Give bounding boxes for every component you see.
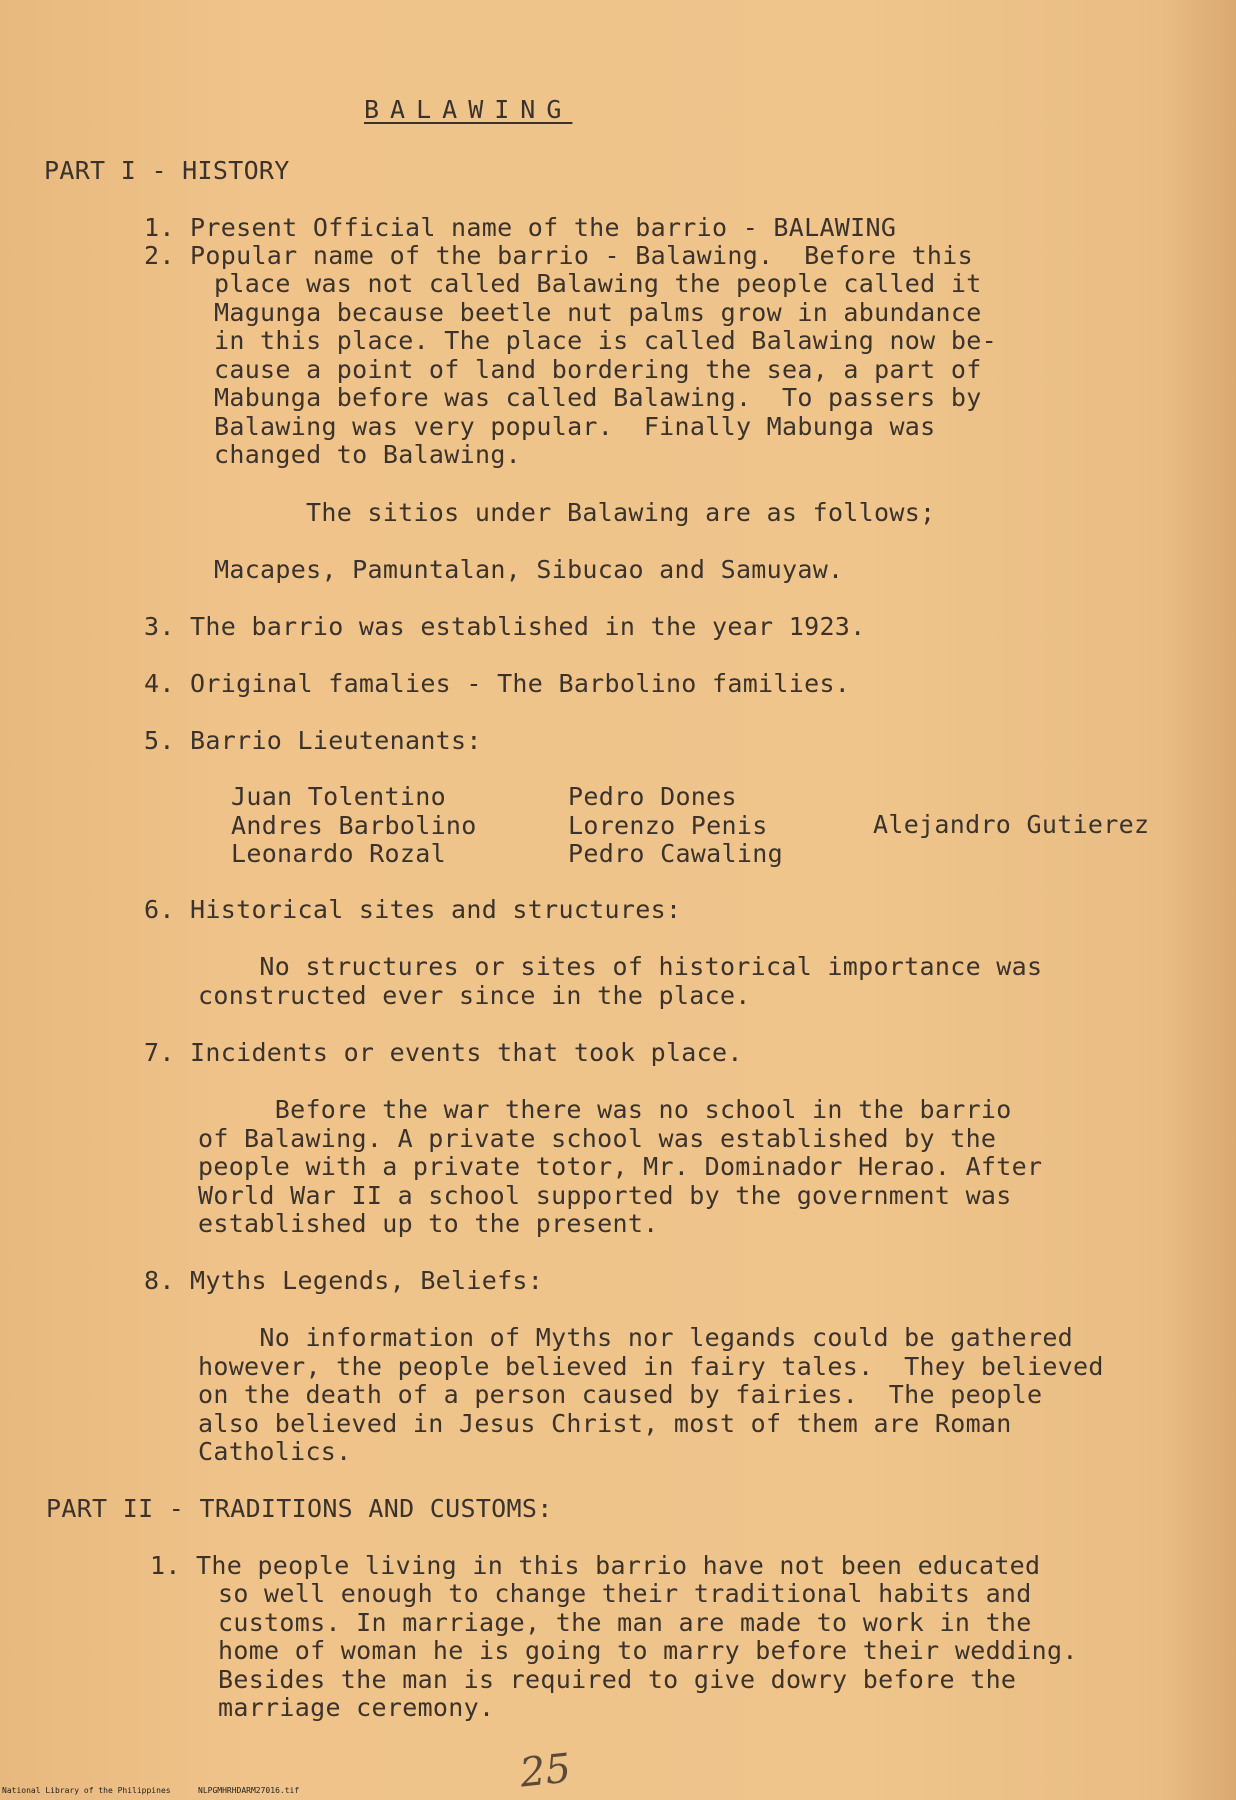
item-1: 1. Present Official name of the barrio - BALAWING — [144, 213, 897, 242]
page-number: 25 — [517, 1745, 574, 1797]
lieutenants-column-1: Juan Tolentino Andres Barbolino Leonardo Rozal — [231, 782, 477, 868]
lieutenants-column-2: Pedro Dones Lorenzo Penis Pedro Cawaling — [568, 782, 783, 868]
lieutenants-column-3: Alejandro Gutierez — [873, 810, 1150, 839]
part1-heading: PART I - HISTORY — [44, 156, 290, 185]
item-7-body: Before the war there was no school in the barrio of Balawing. A private school was established by the people with a private totor, Mr. Dominador Herao. After World War II a school supported by the government was established up to the present. — [198, 1095, 1043, 1238]
item-5: 5. Barrio Lieutenants: — [144, 726, 482, 755]
page-title: BALAWING — [364, 95, 573, 124]
sitios-list: Macapes, Pamuntalan, Sibucao and Samuyaw. — [214, 555, 844, 584]
part2-heading: PART II - TRADITIONS AND CUSTOMS: — [46, 1494, 553, 1523]
footer-library: National Library of the Philippines — [2, 1786, 171, 1795]
item-8: 8. Myths Legends, Beliefs: — [144, 1266, 544, 1295]
part2-item-1-body: so well enough to change their traditional habits and customs. In marriage, the man are made to work in the home of woman he is going to marry before their wedding. Besides the man is required to give dowry before the marriage ceremony. — [218, 1579, 1078, 1722]
item-8-body: No information of Myths nor legands could be gathered however, the people believed in fairy tales. They believed on the death of a person caused by fairies. The people also believed in Jesus Christ, most of them are Roman Catholics. — [198, 1323, 1104, 1466]
sitios-intro: The sitios under Balawing are as follows; — [306, 498, 936, 527]
part2-item-1: 1. The people living in this barrio have not been educated — [150, 1551, 1041, 1580]
footer-filename: NLPGMHRHDARM27016.tif — [198, 1786, 300, 1795]
item-3: 3. The barrio was established in the year 1923. — [144, 612, 866, 641]
item-6-body: No structures or sites of historical importance was constructed ever since in the place. — [198, 952, 1043, 1010]
item-2: 2. Popular name of the barrio - Balawing. Before this — [144, 241, 973, 270]
item-6: 6. Historical sites and structures: — [144, 895, 682, 924]
item-2-body: place was not called Balawing the people called it Magunga because beetle nut palms grow in abundance in this place. The place is called Balawing now be- cause a point of land bordering the sea, a part of Mabunga before was called Balawing. To passers by Balawing was very popular. Finally Mabunga was changed to Balawing. — [214, 269, 997, 469]
item-4: 4. Original famalies - The Barbolino families. — [144, 669, 851, 698]
item-7: 7. Incidents or events that took place. — [144, 1038, 743, 1067]
